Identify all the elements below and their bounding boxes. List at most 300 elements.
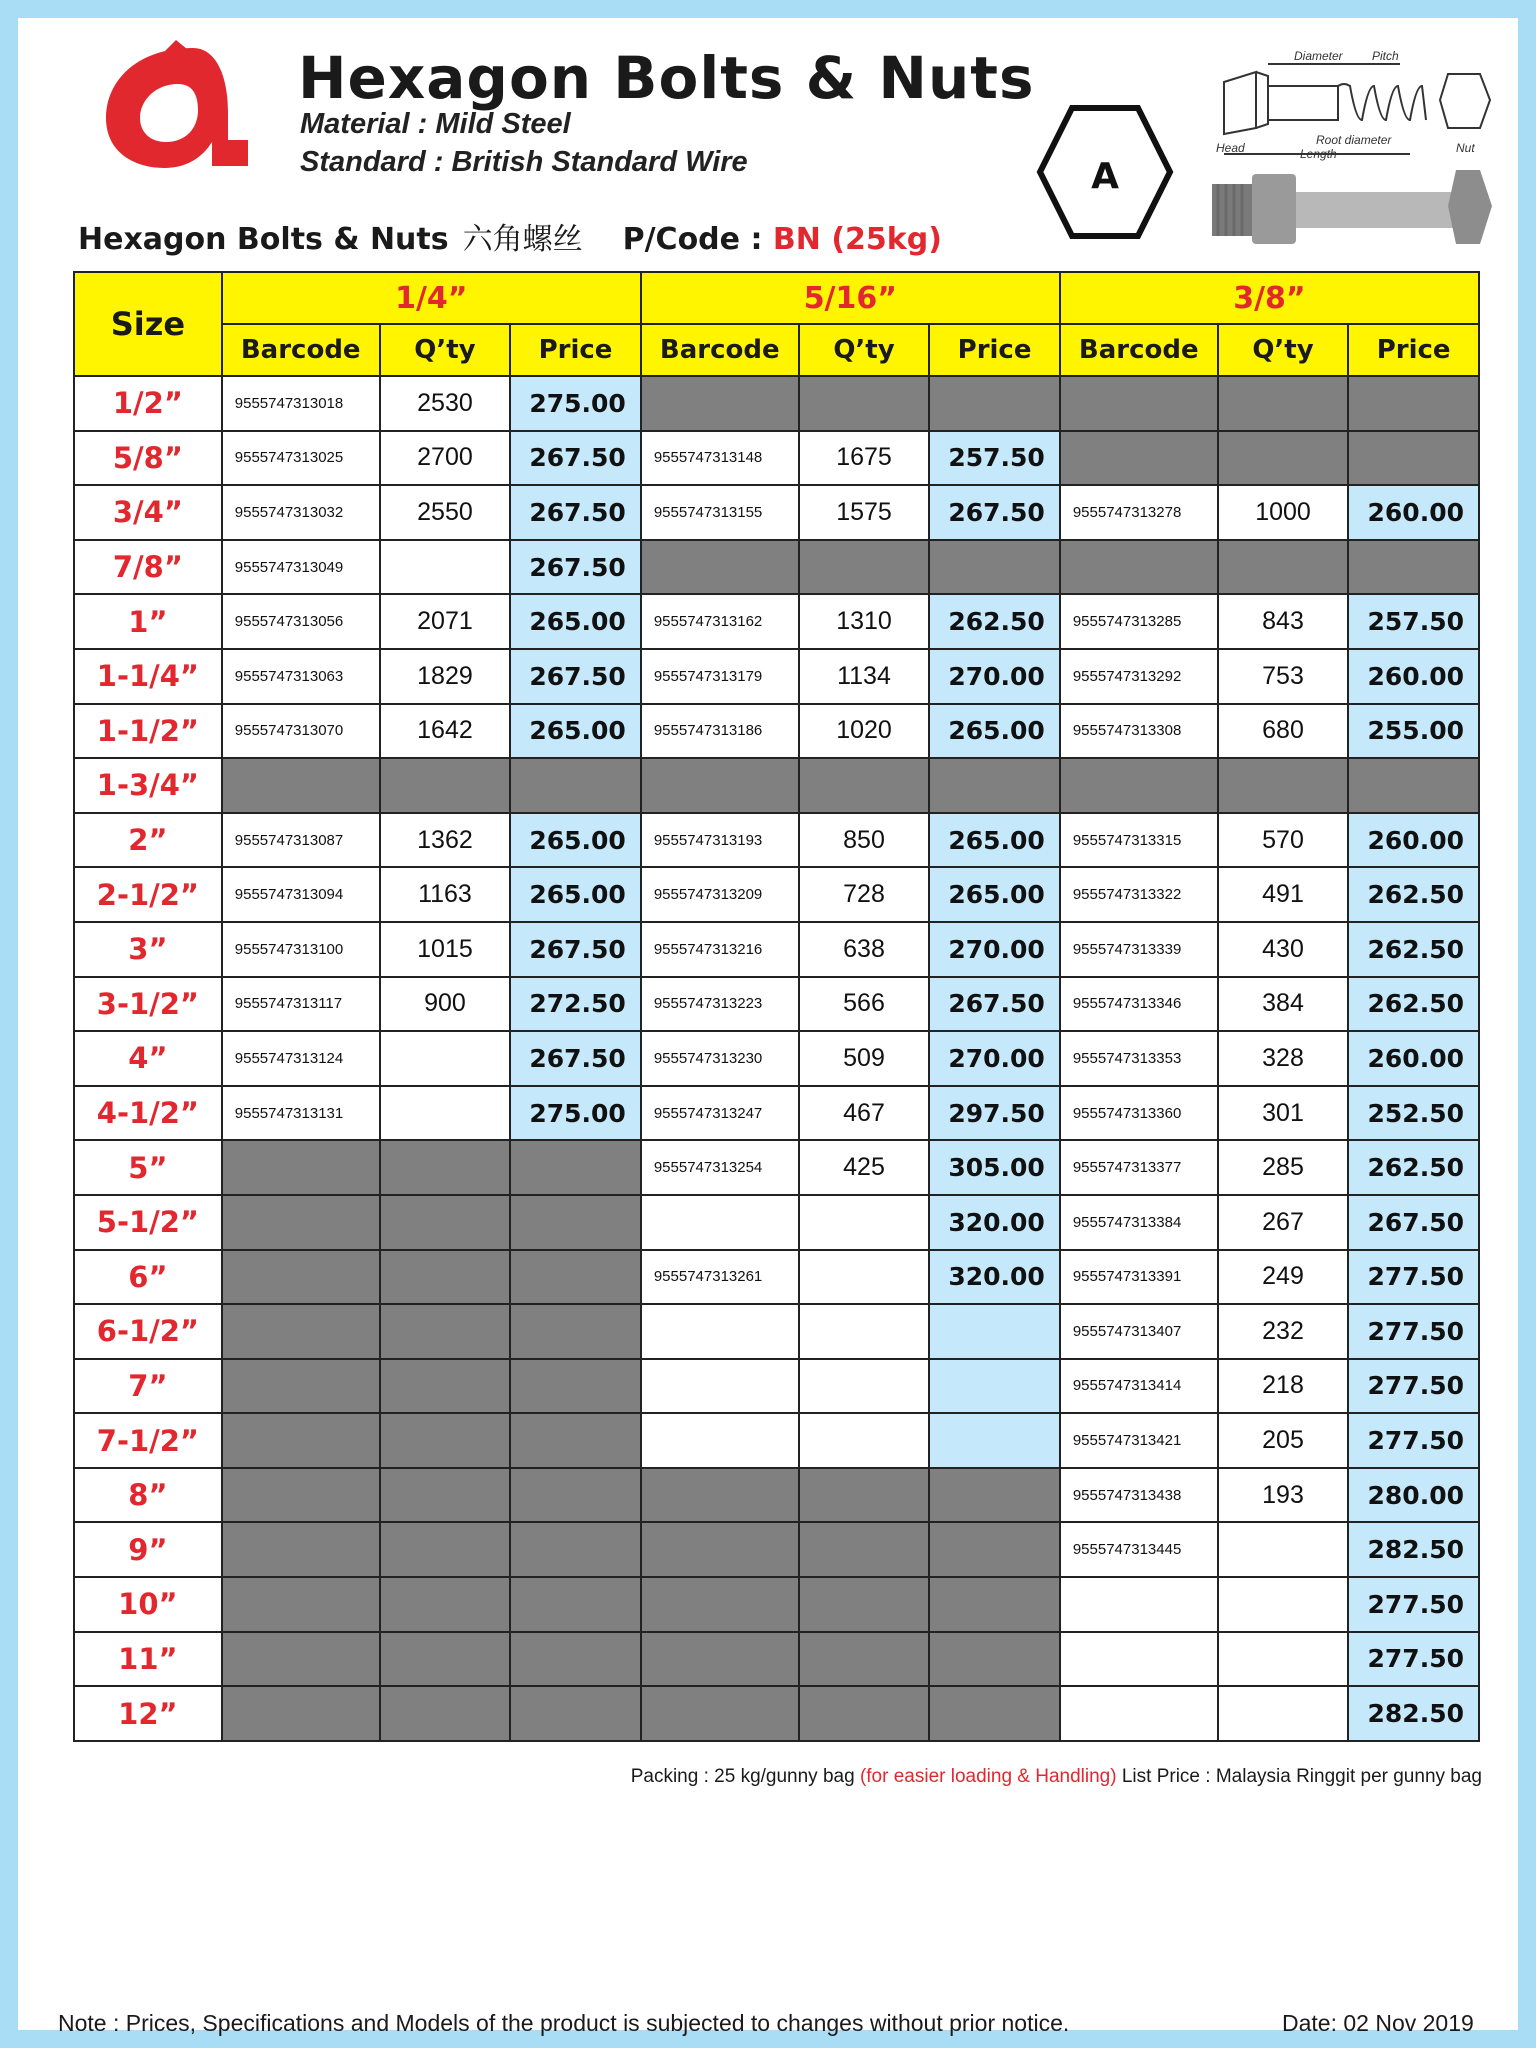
column-header-barcode: Barcode xyxy=(1060,324,1218,376)
price-cell: 260.00 xyxy=(1348,813,1479,868)
barcode-cell: 9555747313292 xyxy=(1060,649,1218,704)
price-cell: 265.00 xyxy=(929,867,1060,922)
barcode-cell: 9555747313193 xyxy=(641,813,799,868)
table-row xyxy=(74,1686,1479,1741)
price-cell xyxy=(510,1413,641,1468)
table-row xyxy=(74,1195,1479,1250)
qty-cell: 850 xyxy=(799,813,930,868)
column-header-price: Price xyxy=(929,324,1060,376)
qty-cell xyxy=(799,1577,930,1632)
qty-cell: 2550 xyxy=(380,485,511,540)
barcode-cell: 9555747313445 xyxy=(1060,1522,1218,1577)
table-row xyxy=(74,1468,1479,1523)
price-cell: 262.50 xyxy=(1348,977,1479,1032)
qty-cell: 1134 xyxy=(799,649,930,704)
barcode-cell: 9555747313322 xyxy=(1060,867,1218,922)
qty-cell: 2530 xyxy=(380,376,511,431)
qty-cell xyxy=(1218,376,1349,431)
qty-cell xyxy=(799,1195,930,1250)
price-cell: 255.00 xyxy=(1348,704,1479,759)
qty-cell: 467 xyxy=(799,1086,930,1141)
table-row xyxy=(74,1304,1479,1359)
price-cell xyxy=(510,1304,641,1359)
price-cell xyxy=(929,376,1060,431)
barcode-cell: 9555747313421 xyxy=(1060,1413,1218,1468)
price-cell xyxy=(929,540,1060,595)
barcode-cell: 9555747313254 xyxy=(641,1140,799,1195)
qty-cell xyxy=(799,540,930,595)
price-cell: 277.50 xyxy=(1348,1632,1479,1687)
qty-cell xyxy=(380,1031,511,1086)
qty-cell xyxy=(1218,1522,1349,1577)
price-cell: 270.00 xyxy=(929,649,1060,704)
packing-info xyxy=(631,1766,1482,1788)
qty-cell xyxy=(380,540,511,595)
size-cell: 7” xyxy=(74,1359,222,1414)
price-cell: 267.50 xyxy=(510,540,641,595)
table-row xyxy=(74,1522,1479,1577)
column-header-price: Price xyxy=(1348,324,1479,376)
qty-cell: 384 xyxy=(1218,977,1349,1032)
group-header: 5/16” xyxy=(641,272,1060,324)
size-cell: 11” xyxy=(74,1632,222,1687)
table-row xyxy=(74,1413,1479,1468)
barcode-cell xyxy=(641,1686,799,1741)
qty-cell xyxy=(1218,1686,1349,1741)
price-cell xyxy=(510,1686,641,1741)
qty-cell: 328 xyxy=(1218,1031,1349,1086)
brand-logo-icon xyxy=(98,40,258,170)
barcode-cell xyxy=(641,1577,799,1632)
barcode-cell xyxy=(222,1632,380,1687)
barcode-cell: 9555747313384 xyxy=(1060,1195,1218,1250)
barcode-cell: 9555747313087 xyxy=(222,813,380,868)
qty-cell xyxy=(799,1468,930,1523)
size-cell: 4” xyxy=(74,1031,222,1086)
price-cell xyxy=(510,1468,641,1523)
size-cell: 5-1/2” xyxy=(74,1195,222,1250)
price-cell: 275.00 xyxy=(510,376,641,431)
barcode-cell: 9555747313377 xyxy=(1060,1140,1218,1195)
barcode-cell: 9555747313438 xyxy=(1060,1468,1218,1523)
barcode-cell: 9555747313223 xyxy=(641,977,799,1032)
qty-cell: 753 xyxy=(1218,649,1349,704)
barcode-cell: 9555747313209 xyxy=(641,867,799,922)
price-cell xyxy=(510,1140,641,1195)
column-header-barcode: Barcode xyxy=(222,324,380,376)
price-cell: 270.00 xyxy=(929,922,1060,977)
page-title: Hexagon Bolts & Nuts xyxy=(298,44,1035,112)
qty-cell xyxy=(1218,1577,1349,1632)
barcode-cell: 9555747313117 xyxy=(222,977,380,1032)
product-chinese-name: 六角螺丝 xyxy=(462,222,583,257)
barcode-cell xyxy=(222,1522,380,1577)
barcode-cell: 9555747313124 xyxy=(222,1031,380,1086)
barcode-cell: 9555747313186 xyxy=(641,704,799,759)
barcode-cell xyxy=(222,1359,380,1414)
group-header: 1/4” xyxy=(222,272,641,324)
qty-cell xyxy=(1218,1632,1349,1687)
qty-cell: 1020 xyxy=(799,704,930,759)
price-cell: 267.50 xyxy=(929,485,1060,540)
qty-cell: 638 xyxy=(799,922,930,977)
table-row xyxy=(74,1577,1479,1632)
barcode-cell xyxy=(641,376,799,431)
barcode-cell xyxy=(1060,431,1218,486)
qty-cell xyxy=(799,1304,930,1359)
qty-cell xyxy=(380,1522,511,1577)
qty-cell: 1642 xyxy=(380,704,511,759)
barcode-cell xyxy=(222,1195,380,1250)
diagram-label-root-diameter: Root diameter xyxy=(1316,133,1392,147)
price-cell: 280.00 xyxy=(1348,1468,1479,1523)
table-row xyxy=(74,867,1479,922)
barcode-cell: 9555747313353 xyxy=(1060,1031,1218,1086)
table-row xyxy=(74,1031,1479,1086)
barcode-cell: 9555747313155 xyxy=(641,485,799,540)
price-cell: 260.00 xyxy=(1348,649,1479,704)
price-cell xyxy=(929,1522,1060,1577)
barcode-cell xyxy=(641,758,799,813)
barcode-cell xyxy=(222,1304,380,1359)
qty-cell xyxy=(380,1359,511,1414)
size-cell: 2” xyxy=(74,813,222,868)
price-cell: 267.50 xyxy=(510,922,641,977)
qty-cell xyxy=(799,1250,930,1305)
price-table xyxy=(73,271,1480,1742)
barcode-cell: 9555747313025 xyxy=(222,431,380,486)
column-header-price: Price xyxy=(510,324,641,376)
size-cell: 4-1/2” xyxy=(74,1086,222,1141)
size-cell: 3-1/2” xyxy=(74,977,222,1032)
barcode-cell: 9555747313414 xyxy=(1060,1359,1218,1414)
barcode-cell xyxy=(222,758,380,813)
packing-highlight: (for easier loading & Handling) xyxy=(859,1766,1117,1787)
price-cell: 320.00 xyxy=(929,1250,1060,1305)
price-cell xyxy=(929,1632,1060,1687)
size-cell: 1” xyxy=(74,594,222,649)
qty-cell: 232 xyxy=(1218,1304,1349,1359)
price-cell: 262.50 xyxy=(1348,867,1479,922)
price-cell: 267.50 xyxy=(510,431,641,486)
standard-label: Standard : British Standard Wire xyxy=(300,146,748,178)
barcode-cell: 9555747313407 xyxy=(1060,1304,1218,1359)
qty-cell: 1015 xyxy=(380,922,511,977)
qty-cell xyxy=(1218,431,1349,486)
qty-cell xyxy=(799,1686,930,1741)
price-cell xyxy=(510,1250,641,1305)
column-header-qty: Q’ty xyxy=(799,324,930,376)
size-cell: 5” xyxy=(74,1140,222,1195)
qty-cell: 570 xyxy=(1218,813,1349,868)
table-row xyxy=(74,431,1479,486)
qty-cell xyxy=(799,1413,930,1468)
barcode-cell xyxy=(641,1359,799,1414)
size-cell: 3” xyxy=(74,922,222,977)
barcode-cell xyxy=(641,1413,799,1468)
barcode-cell: 9555747313360 xyxy=(1060,1086,1218,1141)
hexagon-badge-icon xyxy=(1036,102,1174,242)
table-row xyxy=(74,704,1479,759)
barcode-cell: 9555747313063 xyxy=(222,649,380,704)
barcode-cell xyxy=(641,1522,799,1577)
qty-cell: 1000 xyxy=(1218,485,1349,540)
size-cell: 8” xyxy=(74,1468,222,1523)
price-cell: 265.00 xyxy=(510,867,641,922)
price-cell: 272.50 xyxy=(510,977,641,1032)
qty-cell xyxy=(799,1632,930,1687)
barcode-cell: 9555747313162 xyxy=(641,594,799,649)
barcode-cell: 9555747313339 xyxy=(1060,922,1218,977)
price-cell: 260.00 xyxy=(1348,1031,1479,1086)
price-cell xyxy=(510,758,641,813)
barcode-cell xyxy=(641,540,799,595)
price-cell: 267.50 xyxy=(510,649,641,704)
price-cell xyxy=(1348,431,1479,486)
qty-cell: 193 xyxy=(1218,1468,1349,1523)
price-cell xyxy=(510,1632,641,1687)
price-cell xyxy=(1348,376,1479,431)
price-cell xyxy=(929,1413,1060,1468)
barcode-cell xyxy=(1060,758,1218,813)
list-price-text: List Price : Malaysia Ringgit per gunny bag xyxy=(1116,1766,1482,1787)
barcode-cell xyxy=(1060,1686,1218,1741)
qty-cell: 843 xyxy=(1218,594,1349,649)
barcode-cell: 9555747313315 xyxy=(1060,813,1218,868)
qty-cell xyxy=(380,1250,511,1305)
barcode-cell: 9555747313148 xyxy=(641,431,799,486)
price-cell xyxy=(929,758,1060,813)
price-cell: 305.00 xyxy=(929,1140,1060,1195)
price-cell: 270.00 xyxy=(929,1031,1060,1086)
size-cell: 7-1/2” xyxy=(74,1413,222,1468)
qty-cell: 1163 xyxy=(380,867,511,922)
barcode-cell: 9555747313131 xyxy=(222,1086,380,1141)
qty-cell: 2071 xyxy=(380,594,511,649)
price-cell xyxy=(929,1468,1060,1523)
qty-cell: 900 xyxy=(380,977,511,1032)
table-row xyxy=(74,922,1479,977)
price-cell: 265.00 xyxy=(510,704,641,759)
price-cell xyxy=(510,1577,641,1632)
date-label: Date: 02 Nov 2019 xyxy=(1282,2010,1474,2036)
table-row xyxy=(74,1140,1479,1195)
disclaimer-note: Note : Prices, Specifications and Models of the product is subjected to changes without prior notice. xyxy=(58,2010,1070,2036)
table-row xyxy=(74,1086,1479,1141)
price-cell: 257.50 xyxy=(1348,594,1479,649)
product-code-line xyxy=(78,214,942,258)
pcode-label: P/Code : xyxy=(622,222,763,257)
qty-cell xyxy=(380,1577,511,1632)
diagram-label-head: Head xyxy=(1216,141,1245,155)
qty-cell xyxy=(1218,758,1349,813)
barcode-cell: 9555747313308 xyxy=(1060,704,1218,759)
qty-cell: 1829 xyxy=(380,649,511,704)
qty-cell: 267 xyxy=(1218,1195,1349,1250)
barcode-cell xyxy=(641,1195,799,1250)
price-cell: 265.00 xyxy=(510,813,641,868)
table-row xyxy=(74,1632,1479,1687)
price-cell: 265.00 xyxy=(510,594,641,649)
qty-cell: 249 xyxy=(1218,1250,1349,1305)
size-cell: 9” xyxy=(74,1522,222,1577)
qty-cell xyxy=(380,1195,511,1250)
qty-cell: 728 xyxy=(799,867,930,922)
table-row xyxy=(74,485,1479,540)
qty-cell xyxy=(380,1686,511,1741)
pcode-value: BN (25kg) xyxy=(772,222,942,257)
product-name: Hexagon Bolts & Nuts xyxy=(78,222,449,257)
barcode-cell xyxy=(222,1250,380,1305)
qty-cell: 285 xyxy=(1218,1140,1349,1195)
qty-cell xyxy=(799,1359,930,1414)
price-cell: 277.50 xyxy=(1348,1577,1479,1632)
barcode-cell: 9555747313230 xyxy=(641,1031,799,1086)
qty-cell xyxy=(380,758,511,813)
qty-cell xyxy=(380,1086,511,1141)
price-cell xyxy=(929,1359,1060,1414)
price-cell xyxy=(1348,758,1479,813)
size-cell: 5/8” xyxy=(74,431,222,486)
barcode-cell: 9555747313346 xyxy=(1060,977,1218,1032)
barcode-cell xyxy=(222,1577,380,1632)
table-row xyxy=(74,540,1479,595)
diagram-label-diameter: Diameter xyxy=(1294,49,1343,63)
barcode-cell xyxy=(1060,376,1218,431)
barcode-cell xyxy=(641,1632,799,1687)
diagram-label-length: Length xyxy=(1300,147,1337,161)
price-cell: 297.50 xyxy=(929,1086,1060,1141)
price-cell: 260.00 xyxy=(1348,485,1479,540)
qty-cell xyxy=(799,376,930,431)
badge-letter: A xyxy=(1091,156,1119,197)
barcode-cell: 9555747313285 xyxy=(1060,594,1218,649)
barcode-cell xyxy=(1060,540,1218,595)
barcode-cell xyxy=(222,1686,380,1741)
column-header-barcode: Barcode xyxy=(641,324,799,376)
table-row xyxy=(74,376,1479,431)
barcode-cell: 9555747313391 xyxy=(1060,1250,1218,1305)
price-cell: 267.50 xyxy=(510,1031,641,1086)
table-row xyxy=(74,649,1479,704)
column-header-qty: Q’ty xyxy=(1218,324,1349,376)
size-cell: 2-1/2” xyxy=(74,867,222,922)
size-cell: 12” xyxy=(74,1686,222,1741)
bolt-nut-diagram-icon xyxy=(1204,42,1494,256)
size-cell: 6” xyxy=(74,1250,222,1305)
qty-cell xyxy=(380,1140,511,1195)
price-cell: 267.50 xyxy=(510,485,641,540)
price-cell: 282.50 xyxy=(1348,1522,1479,1577)
qty-cell: 491 xyxy=(1218,867,1349,922)
size-header: Size xyxy=(74,272,222,376)
size-cell: 1/2” xyxy=(74,376,222,431)
barcode-cell xyxy=(1060,1632,1218,1687)
column-header-qty: Q’ty xyxy=(380,324,511,376)
barcode-cell: 9555747313247 xyxy=(641,1086,799,1141)
price-cell: 265.00 xyxy=(929,704,1060,759)
qty-cell: 425 xyxy=(799,1140,930,1195)
table-row xyxy=(74,813,1479,868)
qty-cell xyxy=(380,1413,511,1468)
price-cell: 265.00 xyxy=(929,813,1060,868)
table-row xyxy=(74,1250,1479,1305)
barcode-cell: 9555747313049 xyxy=(222,540,380,595)
price-cell xyxy=(510,1359,641,1414)
qty-cell: 680 xyxy=(1218,704,1349,759)
size-cell: 1-1/4” xyxy=(74,649,222,704)
diagram-label-pitch: Pitch xyxy=(1372,49,1399,63)
table-row xyxy=(74,1359,1479,1414)
size-cell: 1-1/2” xyxy=(74,704,222,759)
price-cell: 257.50 xyxy=(929,431,1060,486)
price-cell: 267.50 xyxy=(1348,1195,1479,1250)
price-cell: 262.50 xyxy=(929,594,1060,649)
table-row xyxy=(74,977,1479,1032)
group-header: 3/8” xyxy=(1060,272,1479,324)
qty-cell: 1675 xyxy=(799,431,930,486)
price-cell: 275.00 xyxy=(510,1086,641,1141)
price-cell: 262.50 xyxy=(1348,1140,1479,1195)
barcode-cell xyxy=(222,1413,380,1468)
size-cell: 10” xyxy=(74,1577,222,1632)
price-cell: 277.50 xyxy=(1348,1413,1479,1468)
price-cell: 267.50 xyxy=(929,977,1060,1032)
qty-cell: 218 xyxy=(1218,1359,1349,1414)
qty-cell: 1575 xyxy=(799,485,930,540)
price-cell: 320.00 xyxy=(929,1195,1060,1250)
diagram-label-nut: Nut xyxy=(1456,141,1475,155)
barcode-cell xyxy=(222,1140,380,1195)
qty-cell: 430 xyxy=(1218,922,1349,977)
table-row xyxy=(74,594,1479,649)
qty-cell xyxy=(799,1522,930,1577)
qty-cell xyxy=(380,1468,511,1523)
barcode-cell: 9555747313261 xyxy=(641,1250,799,1305)
price-cell xyxy=(929,1304,1060,1359)
size-cell: 3/4” xyxy=(74,485,222,540)
barcode-cell xyxy=(641,1468,799,1523)
price-sheet xyxy=(18,18,1518,2036)
barcode-cell: 9555747313094 xyxy=(222,867,380,922)
price-cell: 282.50 xyxy=(1348,1686,1479,1741)
qty-cell xyxy=(380,1632,511,1687)
barcode-cell: 9555747313070 xyxy=(222,704,380,759)
price-cell xyxy=(929,1577,1060,1632)
barcode-cell: 9555747313278 xyxy=(1060,485,1218,540)
size-cell: 1-3/4” xyxy=(74,758,222,813)
size-cell: 7/8” xyxy=(74,540,222,595)
price-cell: 262.50 xyxy=(1348,922,1479,977)
qty-cell: 301 xyxy=(1218,1086,1349,1141)
barcode-cell: 9555747313179 xyxy=(641,649,799,704)
qty-cell: 2700 xyxy=(380,431,511,486)
size-cell: 6-1/2” xyxy=(74,1304,222,1359)
qty-cell xyxy=(380,1304,511,1359)
barcode-cell: 9555747313056 xyxy=(222,594,380,649)
table-body xyxy=(74,376,1479,1741)
qty-cell: 566 xyxy=(799,977,930,1032)
price-cell xyxy=(1348,540,1479,595)
qty-cell: 1310 xyxy=(799,594,930,649)
price-cell xyxy=(510,1195,641,1250)
price-cell: 252.50 xyxy=(1348,1086,1479,1141)
qty-cell xyxy=(1218,540,1349,595)
barcode-cell xyxy=(222,1468,380,1523)
price-cell xyxy=(510,1522,641,1577)
price-cell: 277.50 xyxy=(1348,1359,1479,1414)
table-row xyxy=(74,758,1479,813)
